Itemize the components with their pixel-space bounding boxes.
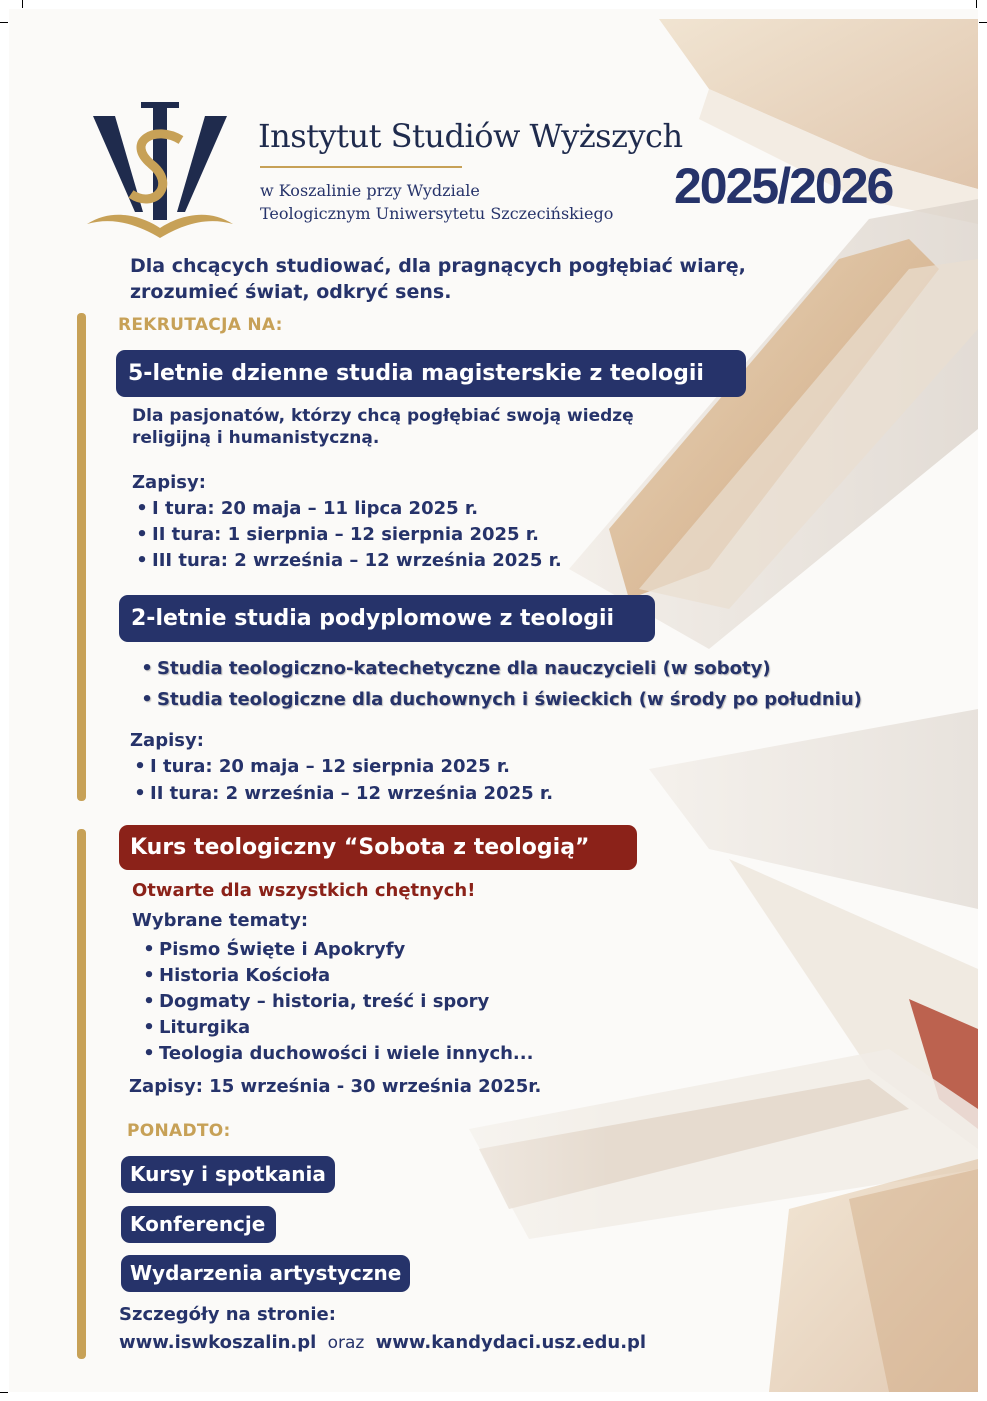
course-topic-2: • Historia Kościoła bbox=[139, 963, 330, 989]
course-enrollment: Zapisy: 15 września - 30 września 2025r. bbox=[129, 1076, 542, 1097]
website-links bbox=[119, 1332, 646, 1353]
tagline-line2: zrozumieć świat, odkryć sens. bbox=[130, 281, 452, 303]
extras-label: PONADTO: bbox=[127, 1121, 231, 1141]
course-topic-1: • Pismo Święte i Apokryfy bbox=[139, 937, 405, 963]
course-title-badge: Kurs teologiczny “Sobota z teologią” bbox=[119, 825, 637, 870]
program2-variant-2: • Studia teologiczne dla duchownych i świeckich (w środy po południu) bbox=[137, 684, 862, 715]
website-link-kandydaci[interactable]: www.kandydaci.usz.edu.pl bbox=[375, 1332, 647, 1353]
course-open-note: Otwarte dla wszystkich chętnych! bbox=[132, 880, 476, 901]
course-section-bar bbox=[77, 829, 86, 1359]
course-topic-3: • Dogmaty – historia, treść i spory bbox=[139, 989, 489, 1015]
academic-year: 2025/2026 bbox=[674, 158, 893, 214]
program1-description-line2: religijną i humanistyczną. bbox=[132, 428, 380, 448]
program2-round-1: • I tura: 20 maja – 12 sierpnia 2025 r. bbox=[130, 753, 510, 780]
institute-subtitle-line1: w Koszalinie przy Wydziale bbox=[260, 181, 480, 200]
program1-enrollment-label: Zapisy: bbox=[132, 472, 206, 493]
program1-title-badge: 5-letnie dzienne studia magisterskie z teologii bbox=[116, 350, 746, 397]
institute-logo-icon bbox=[85, 102, 235, 242]
institute-name: Instytut Studiów Wyższych bbox=[258, 117, 683, 155]
program2-title-badge: 2-letnie studia podyplomowe z teologii bbox=[119, 595, 655, 642]
extra-badge-conferences: Konferencje bbox=[121, 1206, 276, 1243]
course-topic-5: • Teologia duchowości i wiele innych... bbox=[139, 1041, 533, 1067]
program1-round-3: • III tura: 2 września – 12 września 2025 r. bbox=[132, 547, 562, 574]
flyer-page bbox=[9, 9, 978, 1392]
program1-round-2: • II tura: 1 sierpnia – 12 sierpnia 2025 r. bbox=[132, 521, 539, 548]
tagline-line1: Dla chcących studiować, dla pragnących pogłębiać wiarę, bbox=[130, 255, 746, 277]
program2-enrollment-label: Zapisy: bbox=[130, 730, 204, 751]
website-link-isw[interactable]: www.iswkoszalin.pl bbox=[119, 1332, 317, 1353]
program2-round-2: • II tura: 2 września – 12 września 2025 r. bbox=[130, 780, 553, 807]
recruitment-section-bar bbox=[77, 313, 86, 801]
institute-subtitle-line2: Teologicznym Uniwersytetu Szczecińskiego bbox=[260, 204, 614, 223]
header-divider bbox=[260, 166, 462, 168]
program1-round-1: • I tura: 20 maja – 11 lipca 2025 r. bbox=[132, 495, 478, 522]
recruitment-label: REKRUTACJA NA: bbox=[118, 315, 283, 335]
extra-badge-events: Wydarzenia artystyczne bbox=[121, 1255, 410, 1292]
course-topics-label: Wybrane tematy: bbox=[132, 910, 309, 931]
links-connector: oraz bbox=[327, 1333, 365, 1353]
course-topic-4: • Liturgika bbox=[139, 1015, 250, 1041]
extra-badge-courses: Kursy i spotkania bbox=[121, 1156, 335, 1193]
program2-variant-1: • Studia teologiczno-katechetyczne dla nauczycieli (w soboty) bbox=[137, 653, 771, 684]
program1-description-line1: Dla pasjonatów, którzy chcą pogłębiać swoją wiedzę bbox=[132, 406, 634, 426]
details-label: Szczegóły na stronie: bbox=[119, 1304, 336, 1325]
